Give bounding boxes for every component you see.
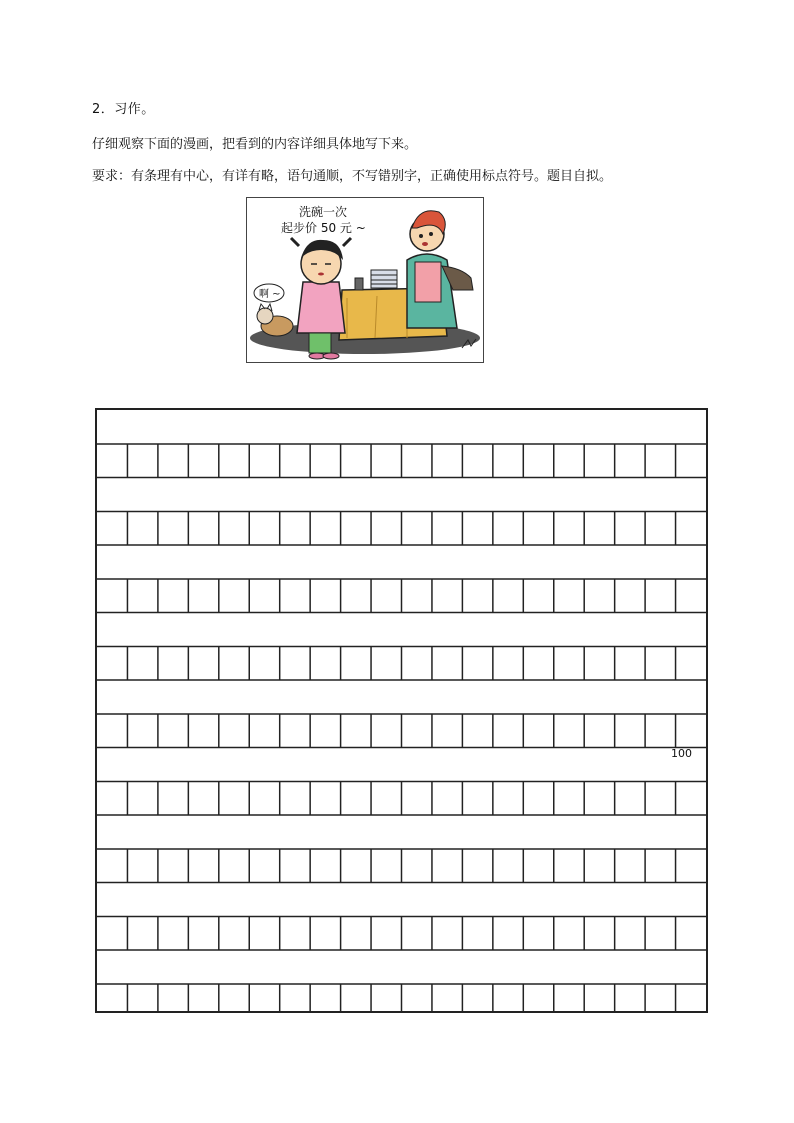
writing-grid[interactable] xyxy=(95,408,708,1013)
word-count-mark: 100 xyxy=(671,747,692,760)
dish-stack xyxy=(371,270,397,288)
speech-line-2: 起步价 50 元 ~ xyxy=(281,221,366,235)
speech-line-1: 洗碗一次 xyxy=(299,205,348,219)
instruction-text: 仔细观察下面的漫画，把看到的内容详细具体地写下来。 xyxy=(92,137,418,152)
writing-grid-lines xyxy=(97,410,706,1011)
cup xyxy=(355,278,363,290)
cartoon-illustration xyxy=(246,197,484,363)
requirement-text: 要求：有条理有中心，有详有略，语句通顺，不写错别字，正确使用标点符号。题目自拟。 xyxy=(92,169,613,184)
cat-speech: 啊 ~ xyxy=(259,289,281,300)
question-heading: 2．习作。 xyxy=(92,102,155,117)
girl-dress xyxy=(297,282,345,333)
